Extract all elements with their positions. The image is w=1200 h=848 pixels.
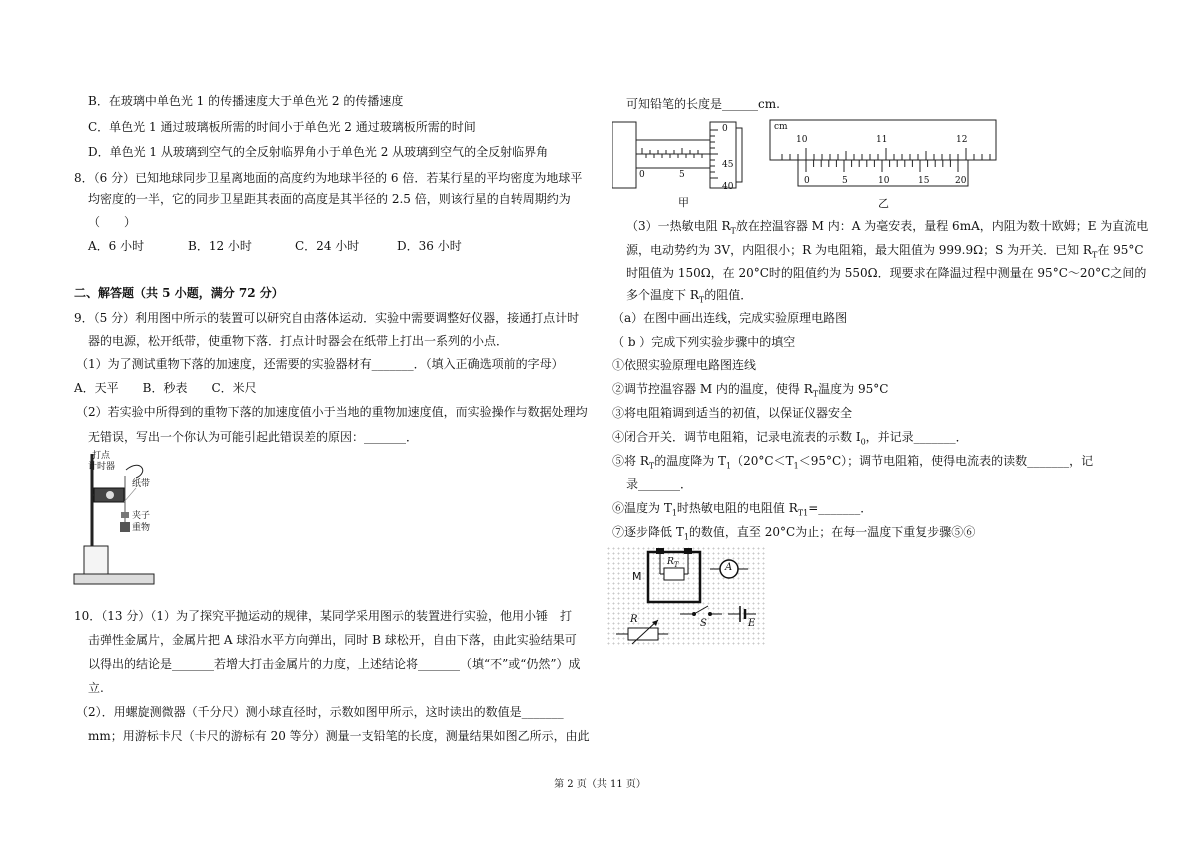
- caliper-main-10: 10: [796, 135, 808, 145]
- step-3: ③将电阻箱调到适当的初值，以保证仪器安全: [612, 406, 853, 420]
- q7-option-b: B．在玻璃中单色光 1 的传播速度大于单色光 2 的传播速度: [88, 94, 404, 108]
- label-clip: 夹子: [132, 511, 151, 521]
- circuit-label-E: E: [748, 618, 756, 629]
- circuit-label-A: A: [725, 562, 733, 573]
- fig-label-jia: 甲: [678, 196, 689, 209]
- q7-option-d: D．单色光 1 从玻璃到空气的全反射临界角小于单色光 2 从玻璃到空气的全反射临界角: [88, 145, 549, 159]
- caliper-main-11: 11: [876, 135, 888, 145]
- caliper-vernier-0: 0: [804, 176, 810, 186]
- q9-part2-line1: （2）若实验中所得到的重物下落的加速度值小于当地的重物加速度值，而实验操作与数据处理均: [76, 405, 588, 419]
- caliper-main-12: 12: [956, 135, 968, 145]
- page-footer: 第 2 页（共 11 页）: [554, 779, 646, 790]
- p3-a: （a）在图中画出连线，完成实验原理电路图: [612, 311, 848, 325]
- mic-thimble-45: 45: [722, 160, 734, 170]
- caliper-vernier-10: 10: [878, 176, 890, 186]
- p3-line4: 多个温度下 $R_T$的阻值．: [626, 288, 753, 305]
- step-7: ⑦逐步降低 $T_1$的数值，直至 20°C为止；在每一温度下重复步骤⑤⑥: [612, 525, 976, 542]
- circuit-label-RT: $R_T$: [667, 557, 679, 569]
- q8-option-b: B．12 小时: [188, 239, 252, 253]
- q8-option-d: D．36 小时: [397, 239, 462, 253]
- mic-main-0: 0: [639, 170, 645, 180]
- q8-option-a: A．6 小时: [88, 239, 145, 253]
- q10-line3: 以得出的结论是_______若增大打击金属片的力度，上述结论将_______（填“不”或“仍然”）成: [88, 657, 581, 671]
- q9-part2-line2: 无错误，写出一个你认为可能引起此错误差的原因：_______．: [88, 430, 419, 444]
- step-1: ①依照实验原理电路图连线: [612, 358, 757, 372]
- p3-line3: 时阻值为 150Ω，在 20°C时的阻值约为 550Ω．现要求在降温过程中测量在 95°C～20°C之间的: [626, 266, 1147, 280]
- label-weight: 重物: [132, 523, 151, 533]
- q9-options: A．天平 B．秒表 C．米尺: [74, 381, 257, 395]
- mic-thimble-40: 40: [722, 182, 734, 192]
- q8-line2: 均密度的一半，它的同步卫星距其表面的高度是其半径的 2.5 倍，则该行星的自转周期约为: [88, 192, 571, 206]
- q10-line2: 击弹性金属片，金属片把 A 球沿水平方向弹出，同时 B 球松开，自由下落，由此实验结果可: [88, 633, 577, 647]
- circuit-label-S: S: [700, 618, 707, 629]
- micrometer-figure: [612, 118, 772, 209]
- caliper-vernier-5: 5: [842, 176, 848, 186]
- free-fall-apparatus-figure: [70, 448, 160, 588]
- p3-line2: 源，电动势约为 3V，内阻很小；R 为电阻箱，最大阻值为 999.9Ω；S 为开关．已知 $R_T$在 95°C: [626, 243, 1144, 260]
- step-2: ②调节控温容器 M 内的温度，使得 $R_T$温度为 95°C: [612, 382, 889, 399]
- q10-line1: 10．（13 分）（1）为了探究平抛运动的规律，某同学采用图示的装置进行实验，他用小锤 打: [74, 609, 572, 623]
- caliper-unit: cm: [774, 122, 788, 132]
- mic-main-5: 5: [679, 170, 685, 180]
- mic-thimble-0: 0: [722, 124, 728, 134]
- circuit-label-R: R: [630, 614, 638, 625]
- section-heading: 二、解答题（共 5 小题，满分 72 分）: [74, 286, 284, 300]
- p3-b: （ b ）完成下列实验步骤中的填空: [612, 335, 796, 349]
- label-tape: 纸带: [132, 479, 151, 489]
- caliper-vernier-20: 20: [955, 176, 967, 186]
- q8-option-c: C．24 小时: [295, 239, 360, 253]
- p3-line1: （3）一热敏电阻 $R_T$放在控温容器 M 内：A 为毫安表，量程 6mA，内阻为数十欧姆；E 为直流电: [626, 219, 1149, 236]
- vernier-caliper-figure: [768, 118, 998, 208]
- label-timer2: 计时器: [88, 462, 116, 472]
- circuit-components-figure: [606, 546, 766, 646]
- q7-option-c: C．单色光 1 通过玻璃板所需的时间小于单色光 2 通过玻璃板所需的时间: [88, 120, 476, 134]
- step-5-cont: 录_______．: [626, 477, 693, 491]
- q10-part2-line2: mm；用游标卡尺（卡尺的游标有 20 等分）测量一支铅笔的长度，测量结果如图乙所示，由此: [88, 729, 590, 743]
- step-4: ④闭合开关．调节电阻箱，记录电流表的示数 $I_0$，并记录_______．: [612, 430, 968, 447]
- q9-line2: 器的电源，松开纸带，使重物下落．打点计时器会在纸带上打出一系列的小点．: [88, 334, 509, 348]
- caliper-vernier-15: 15: [918, 176, 930, 186]
- q8-line3: （ ）: [88, 215, 137, 229]
- step-6: ⑥温度为 $T_1$时热敏电阻的电阻值 $R_{T1}=\_\_\_\_\_\_\_$．: [612, 501, 873, 518]
- label-timer: 打点: [92, 451, 111, 461]
- q10-line4: 立.: [88, 681, 104, 695]
- q8-line1: 8．（6 分）已知地球同步卫星离地面的高度约为地球半径的 6 倍．若某行星的平均密度为地球平: [74, 171, 583, 185]
- q9-part1: （1）为了测试重物下落的加速度，还需要的实验器材有_______．（填入正确选项前的字母）: [76, 357, 564, 371]
- fig-label-yi: 乙: [878, 197, 889, 210]
- q10-continued: 可知铅笔的长度是______cm.: [626, 97, 780, 111]
- q9-line1: 9．（5 分）利用图中所示的装置可以研究自由落体运动．实验中需要调整好仪器，接通打点计时: [74, 311, 580, 325]
- q10-part2-line1: （2）．用螺旋测微器（千分尺）测小球直径时，示数如图甲所示，这时读出的数值是_______: [76, 705, 564, 719]
- step-5: ⑤将 $R_T$的温度降为 $T_1(20^\circ C<T_1<95^\circ C)$；调节电阻箱，使得电流表的读数_______，记: [612, 454, 1094, 471]
- circuit-label-M: M: [632, 570, 642, 583]
